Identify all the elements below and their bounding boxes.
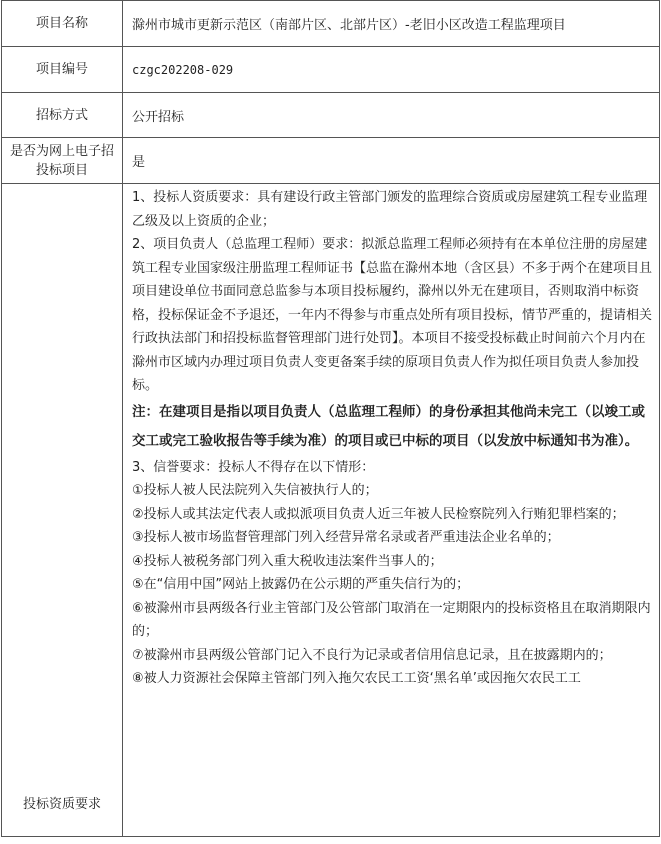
project-number-label: 项目编号 <box>2 47 123 93</box>
project-name-label: 项目名称 <box>2 1 123 47</box>
requirements-content <box>123 184 660 837</box>
credit-item: ③投标人被市场监督管理部门列入经营异常名录或者严重违法企业名单的； <box>132 530 560 545</box>
project-number-value: czgc202208-029 <box>123 47 660 93</box>
table-row-bidding-method <box>2 93 660 138</box>
requirements-label: 投标资质要求 <box>2 184 123 837</box>
note-paragraph: 注：在建项目是指以项目负责人（总监理工程师）的身份承担其他尚未完工（以竣工或交工或完工验收报告等手续为准）的项目或已中标的项目（以发放中标通知书为准）。 <box>132 403 645 449</box>
credit-intro-paragraph: 3、信誉要求：投标人不得存在以下情形： <box>132 459 375 475</box>
bidding-method-value: 公开招标 <box>123 93 660 138</box>
table-row-project-number <box>2 47 660 93</box>
project-info-table <box>1 0 660 837</box>
credit-item: ④投标人被税务部门列入重大税收违法案件当事人的； <box>132 553 443 569</box>
credit-item: ⑧被人力资源社会保障主管部门列入拖欠农民工工资‘黑名单’或因拖欠农民工工 <box>132 671 581 686</box>
credit-item: ①投标人被人民法院列入失信被执行人的； <box>132 483 378 498</box>
table-row-online-bidding <box>2 138 660 184</box>
table-row-project-name <box>2 1 660 47</box>
manager-paragraph: 2、项目负责人（总监理工程师）要求：拟派总监理工程师必须持有在本单位注册的房屋建筑工程专业国家级注册监理工程师证书【总监在滁州本地（含区县）不多于两个在建项目且项目建设单位书面同意总监参与本项目投标履约，滁州以外无在建项目，否则取消中标资格，投标保证金不予退还，一年内不得参与市重点处所有项目投标，情节严重的，提请相关行政执法部门和招投标监督管理部门进行处罚】。本项目不接受投标截止时间前六个月内在滁州市区域内办理过项目负责人变更备案手续的原项目负责人作为拟任项目负责人参加投标。 <box>132 237 653 393</box>
online-bidding-value: 是 <box>123 138 660 184</box>
online-bidding-label: 是否为网上电子招投标项目 <box>2 138 123 184</box>
table-row-requirements <box>2 184 660 837</box>
credit-item: ⑦被滁州市县两级公管部门记入不良行为记录或者信用信息记录，且在披露期内的； <box>132 647 612 663</box>
credit-item: ⑥被滁州市县两级各行业主管部门及公管部门取消在一定期限内的投标资格且在取消期限内的； <box>132 600 651 639</box>
bidding-method-label: 招标方式 <box>2 93 123 138</box>
credit-item: ②投标人或其法定代表人或拟派项目负责人近三年被人民检察院列入行贿犯罪档案的； <box>132 506 625 522</box>
credit-item: ⑤在“信用中国”网站上披露仍在公示期的严重失信行为的； <box>132 577 470 592</box>
project-name-value: 滁州市城市更新示范区（南部片区、北部片区）-老旧小区改造工程监理项目 <box>123 1 660 47</box>
requirements-text <box>132 186 653 836</box>
qualification-paragraph: 1、投标人资质要求：具有建设行政主管部门颁发的监理综合资质或房屋建筑工程专业监理乙级及以上资质的企业； <box>132 190 648 229</box>
